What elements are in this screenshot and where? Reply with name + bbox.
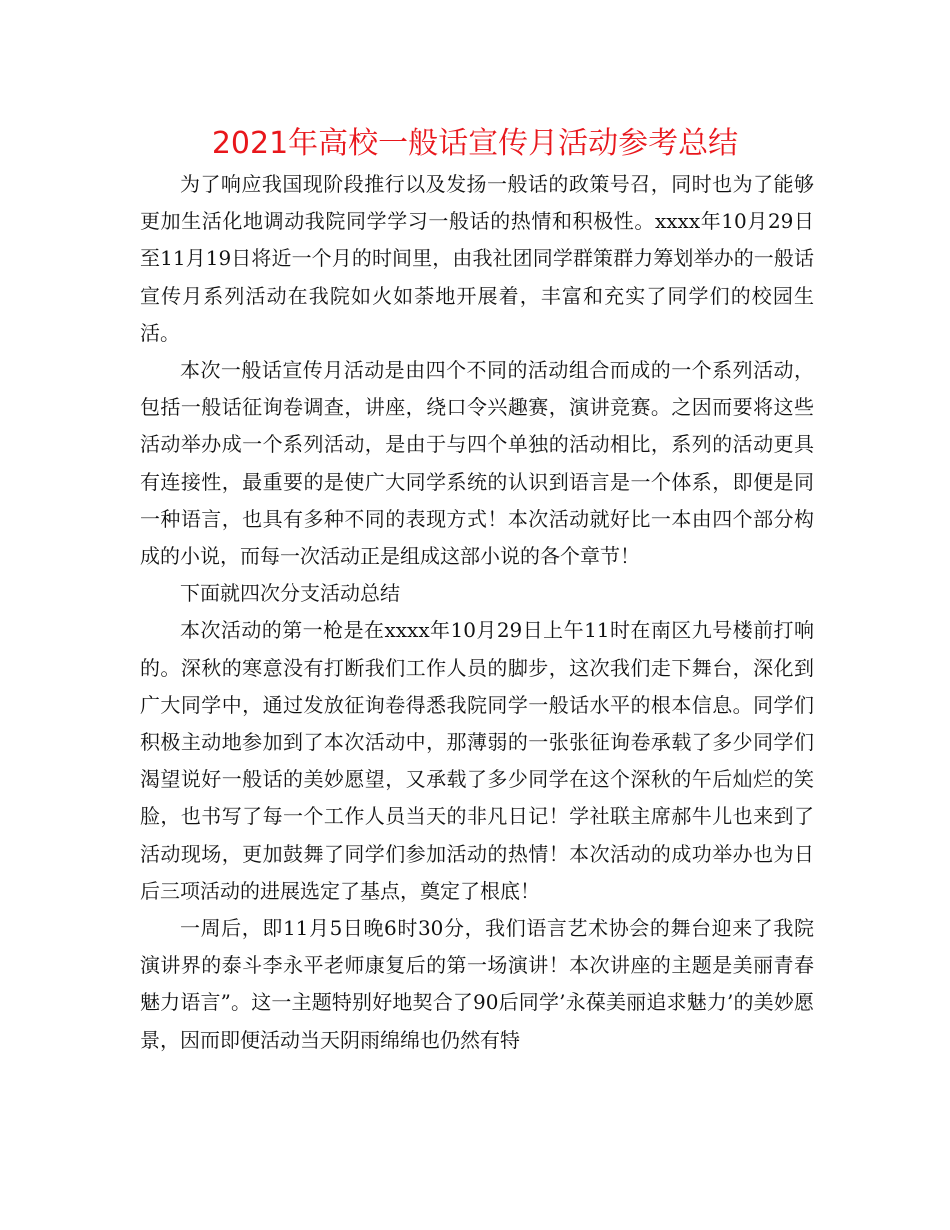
paragraph-first-activity: 本次活动的第一枪是在xxxx年10月29日上午11时在南区九号楼前打响的。深秋的寒意没有打断我们工作人员的脚步，这次我们走下舞台，深化到广大同学中，通过发放征询卷得悉我院同学一般话水平的根本信息。同学们积极主动地参加到了本次活动中，那薄弱的一张张征询卷承载了多少同学们渴望说好一般话的美妙愿望，又承载了多少同学在这个深秋的午后灿烂的笑脸，也书写了每一个工作人员当天的非凡日记！学社联主席郝牛儿也来到了活动现场，更加鼓舞了同学们参加活动的热情！本次活动的成功举办也为日后三项活动的进展选定了基点，奠定了根底！ xyxy=(140,618,814,903)
paragraph-second-activity: 一周后，即11月5日晚6时30分，我们语言艺术协会的舞台迎来了我院演讲界的泰斗李永平老师康复后的第一场演讲！本次讲座的主题是美丽青春魅力语言”。这一主题特别好地契合了90后同学’永葆美丽追求魅力’的美妙愿景，因而即便活动当天阴雨绵绵也仍然有特 xyxy=(140,916,814,1052)
paragraph-intro: 为了响应我国现阶段推行以及发扬一般话的政策号召，同时也为了能够更加生活化地调动我院同学学习一般话的热情和积极性。xxxx年10月29日至11月19日将近一个月的时间里，由我社团同学群策群力筹划举办的一般话宣传月系列活动在我院如火如荼地开展着，丰富和充实了同学们的校园生活。 xyxy=(140,172,814,345)
document-title: 2021年高校一般话宣传月活动参考总结 xyxy=(211,126,739,161)
document-body xyxy=(140,166,814,1059)
paragraph-subheading: 下面就四次分支活动总结 xyxy=(180,581,400,606)
paragraph-series-overview: 本次一般话宣传月活动是由四个不同的活动组合而成的一个系列活动，包括一般话征询卷调查，讲座，绕口令兴趣赛，演讲竞赛。之因而要将这些活动举办成一个系列活动，是由于与四个单独的活动相比，系列的活动更具有连接性，最重要的是使广大同学系统的认识到语言是一个体系，即便是同一种语言，也具有多种不同的表现方式！本次活动就好比一本由四个部分构成的小说，而每一次活动正是组成这部小说的各个章节！ xyxy=(140,358,814,569)
